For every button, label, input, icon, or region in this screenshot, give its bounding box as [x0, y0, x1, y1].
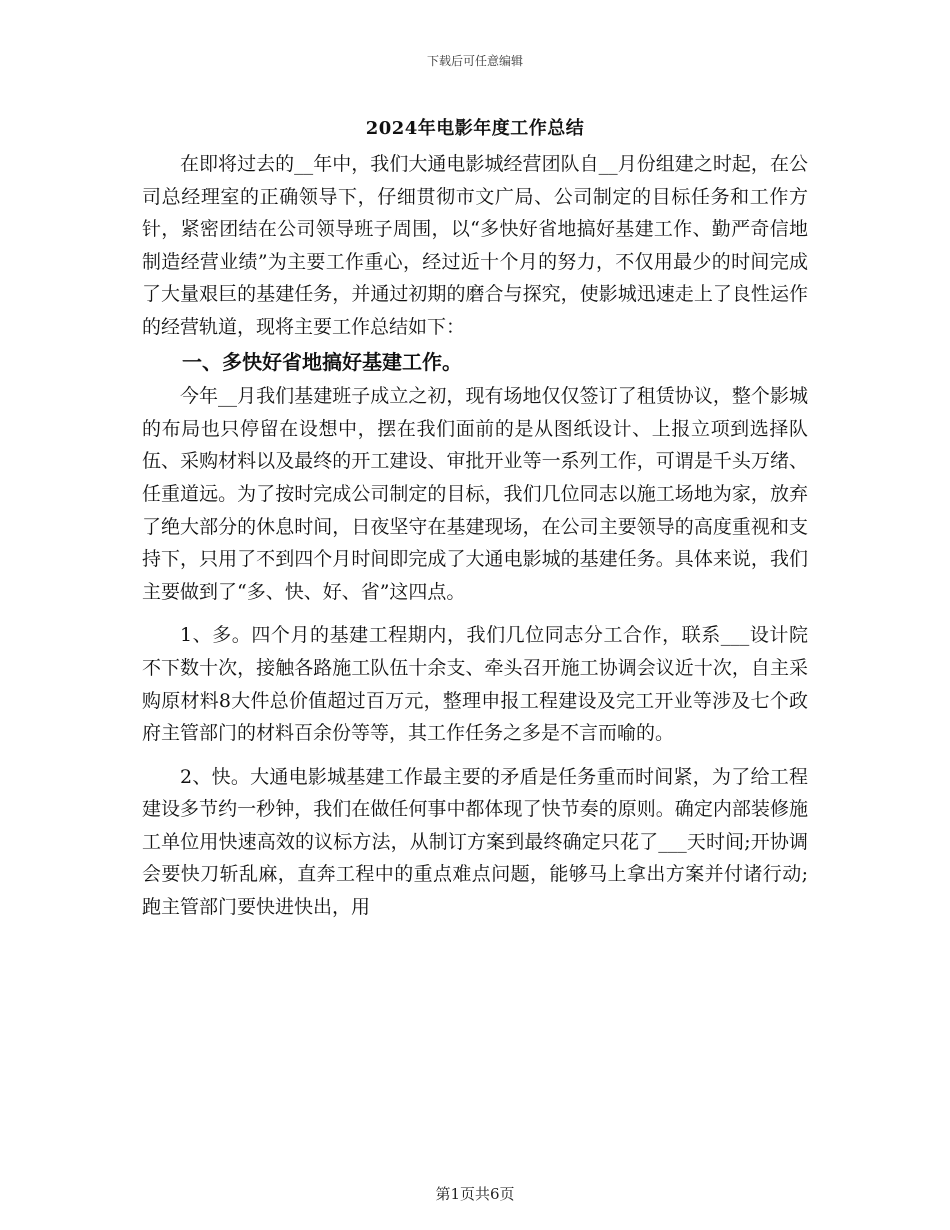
paragraph-background: 今年__月我们基建班子成立之初，现有场地仅仅签订了租赁协议，整个影城的布局也只停留在设想中，摆在我们面前的是从图纸设计、上报立项到选择队伍、采购材料以及最终的开工建设、审批开业等一系列工作，可谓是千头万绪、任重道远。为了按时完成公司制定的目标，我们几位同志以施工场地为家，放弃了绝大部分的休息时间，日夜坚守在基建现场，在公司主要领导的高度重视和支持下，只用了不到四个月时间即完成了大通电影城的基建任务。具体来说，我们主要做到了“多、快、好、省”这四点。	[142, 385, 808, 603]
section-heading-1: 一、多快好省地搞好基建工作。	[182, 349, 462, 374]
paragraph-intro: 在即将过去的__年中，我们大通电影城经营团队自__月份组建之时起，在公司总经理室的正确领导下，仔细贯彻市文广局、公司制定的目标任务和工作方针，紧密团结在公司领导班子周围，以“多快好省地搞好基建工作、勤严奇信地制造经营业绩”为主要工作重心，经过近十个月的努力，不仅用最少的时间完成了大量艰巨的基建任务，并通过初期的磨合与探究，使影城迅速走上了良性运作的经营轨道，现将主要工作总结如下：	[142, 153, 808, 338]
document-body	[142, 148, 808, 924]
document-title: 2024年电影年度工作总结	[365, 118, 585, 139]
paragraph-point-duo: 1、多。四个月的基建工程期内，我们几位同志分工合作，联系___设计院不下数十次，接触各路施工队伍十余支、牵头召开施工协调会议近十次，自主采购原材料8大件总价值超过百万元，整理申报工程建设及完工开业等涉及七个政府主管部门的材料百余份等等，其工作任务之多是不言而喻的。	[142, 624, 808, 745]
paragraph-point-kuai: 2、快。大通电影城基建工作最主要的矛盾是任务重而时间紧，为了给工程建设多节约一秒钟，我们在做任何事中都体现了快节奏的原则。确定内部装修施工单位用快速高效的议标方法，从制订方案到最终确定只花了___天时间;开协调会要快刀斩乱麻，直奔工程中的重点难点问题，能够马上拿出方案并付诸行动;跑主管部门要快进快出，用	[142, 765, 808, 919]
header-note: 下载后可任意编辑	[426, 54, 523, 68]
page-number: 第1页共6页	[435, 1185, 515, 1203]
